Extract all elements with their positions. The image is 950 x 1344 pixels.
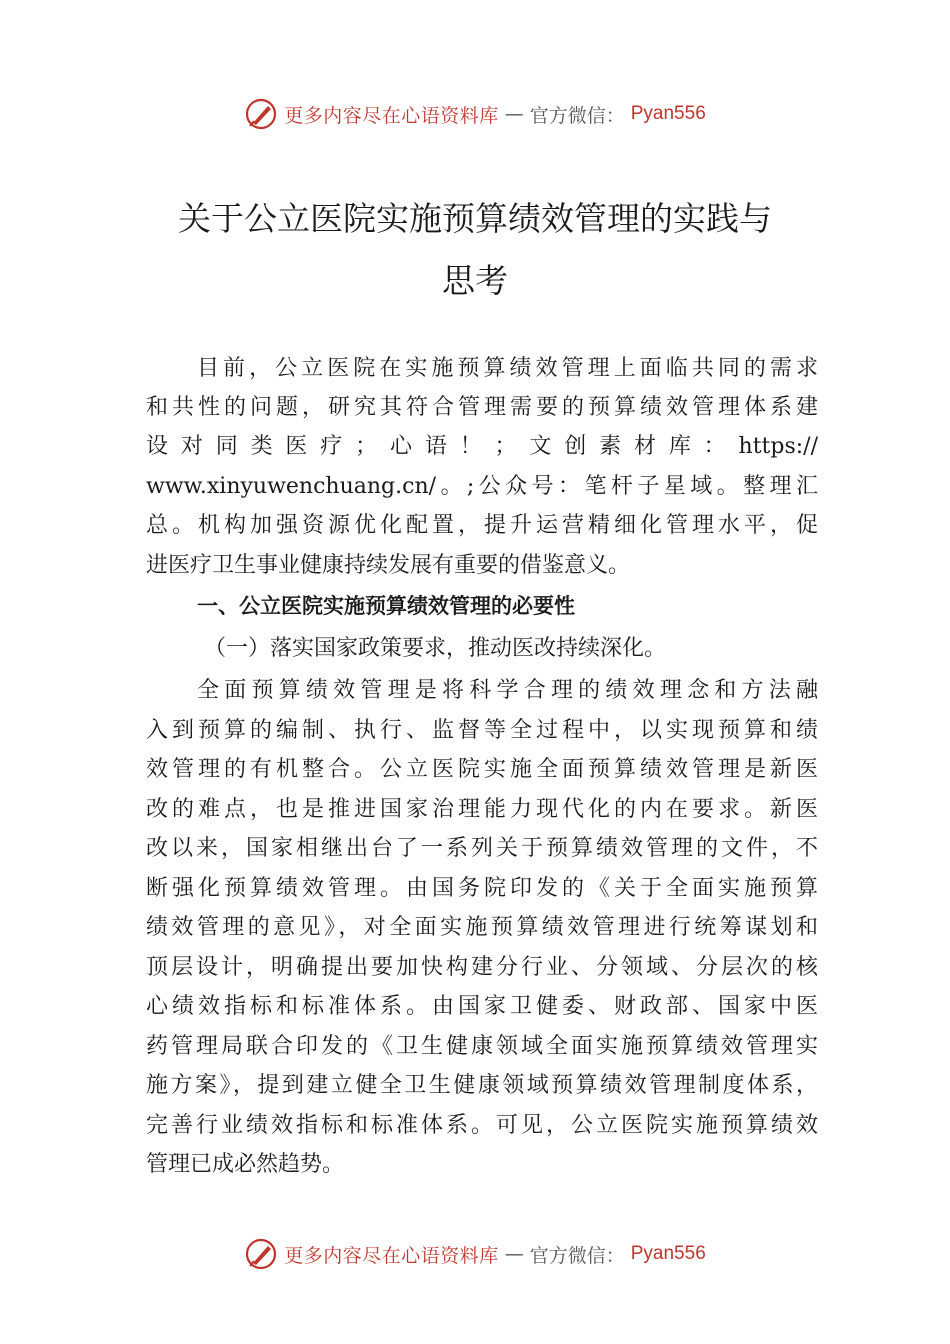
banner-contact-id: Pyan556 xyxy=(630,103,706,124)
intro-line: 总。机构加强资源优化配置，提升运营精细化管理水平，促 xyxy=(146,513,818,538)
subsection-heading: （一）落实国家政策要求，推动医改持续深化。 xyxy=(204,636,667,661)
intro-line: 进医疗卫生事业健康持续发展有重要的借鉴意义。 xyxy=(146,553,631,578)
banner-separator: — xyxy=(504,103,524,125)
footer-banner xyxy=(0,1234,950,1274)
body-line: 改以来，国家相继出台了一系列关于预算绩效管理的文件，不 xyxy=(146,836,818,861)
quill-pen-logo-icon xyxy=(244,97,278,131)
intro-line: www.xinyuwenchuang.cn/。;公众号：笔杆子星域。整理汇 xyxy=(146,474,818,499)
body-line: 完善行业绩效指标和标准体系。可见，公立医院实施预算绩效 xyxy=(146,1113,818,1138)
document-title-line-2: 思考 xyxy=(442,261,508,300)
banner-contact-label: 官方微信： xyxy=(529,104,625,127)
body-line: 绩效管理的意见》，对全面实施预算绩效管理进行统筹谋划和 xyxy=(146,915,818,940)
banner-contact-label: 官方微信： xyxy=(529,1244,625,1267)
section-heading: 一、公立医院实施预算绩效管理的必要性 xyxy=(197,594,575,618)
intro-line: 和共性的问题，研究其符合管理需要的预算绩效管理体系建 xyxy=(146,395,818,420)
body-line: 入到预算的编制、执行、监督等全过程中，以实现预算和绩 xyxy=(146,718,818,743)
body-line: 管理已成必然趋势。 xyxy=(146,1152,345,1177)
body-line: 全面预算绩效管理是将科学合理的绩效理念和方法融 xyxy=(197,678,818,703)
body-line: 药管理局联合印发的《卫生健康领域全面实施预算绩效管理实 xyxy=(146,1034,818,1059)
quill-pen-logo-icon xyxy=(244,1237,278,1271)
intro-line: 目前，公立医院在实施预算绩效管理上面临共同的需求 xyxy=(197,356,818,381)
body-line: 效管理的有机整合。公立医院实施全面预算绩效管理是新医 xyxy=(146,757,818,782)
body-line: 施方案》，提到建立健全卫生健康领域预算绩效管理制度体系， xyxy=(146,1073,818,1098)
document-title-line-1: 关于公立医院实施预算绩效管理的实践与 xyxy=(178,199,772,238)
banner-text: 更多内容尽在心语资料库 xyxy=(284,1244,499,1267)
body-line: 顶层设计，明确提出要加快构建分行业、分领域、分层次的核 xyxy=(146,955,818,980)
banner-separator: — xyxy=(504,1243,524,1265)
body-line: 心绩效指标和标准体系。由国家卫健委、财政部、国家中医 xyxy=(146,994,818,1019)
body-line: 断强化预算绩效管理。由国务院印发的《关于全面实施预算 xyxy=(146,876,818,901)
banner-contact-id: Pyan556 xyxy=(630,1243,706,1264)
header-banner xyxy=(0,94,950,134)
banner-text: 更多内容尽在心语资料库 xyxy=(284,104,499,127)
body-line: 改的难点，也是推进国家治理能力现代化的内在要求。新医 xyxy=(146,797,818,822)
intro-line: 设对同类医疗；心语！；文创素材库：https:// xyxy=(146,434,818,459)
